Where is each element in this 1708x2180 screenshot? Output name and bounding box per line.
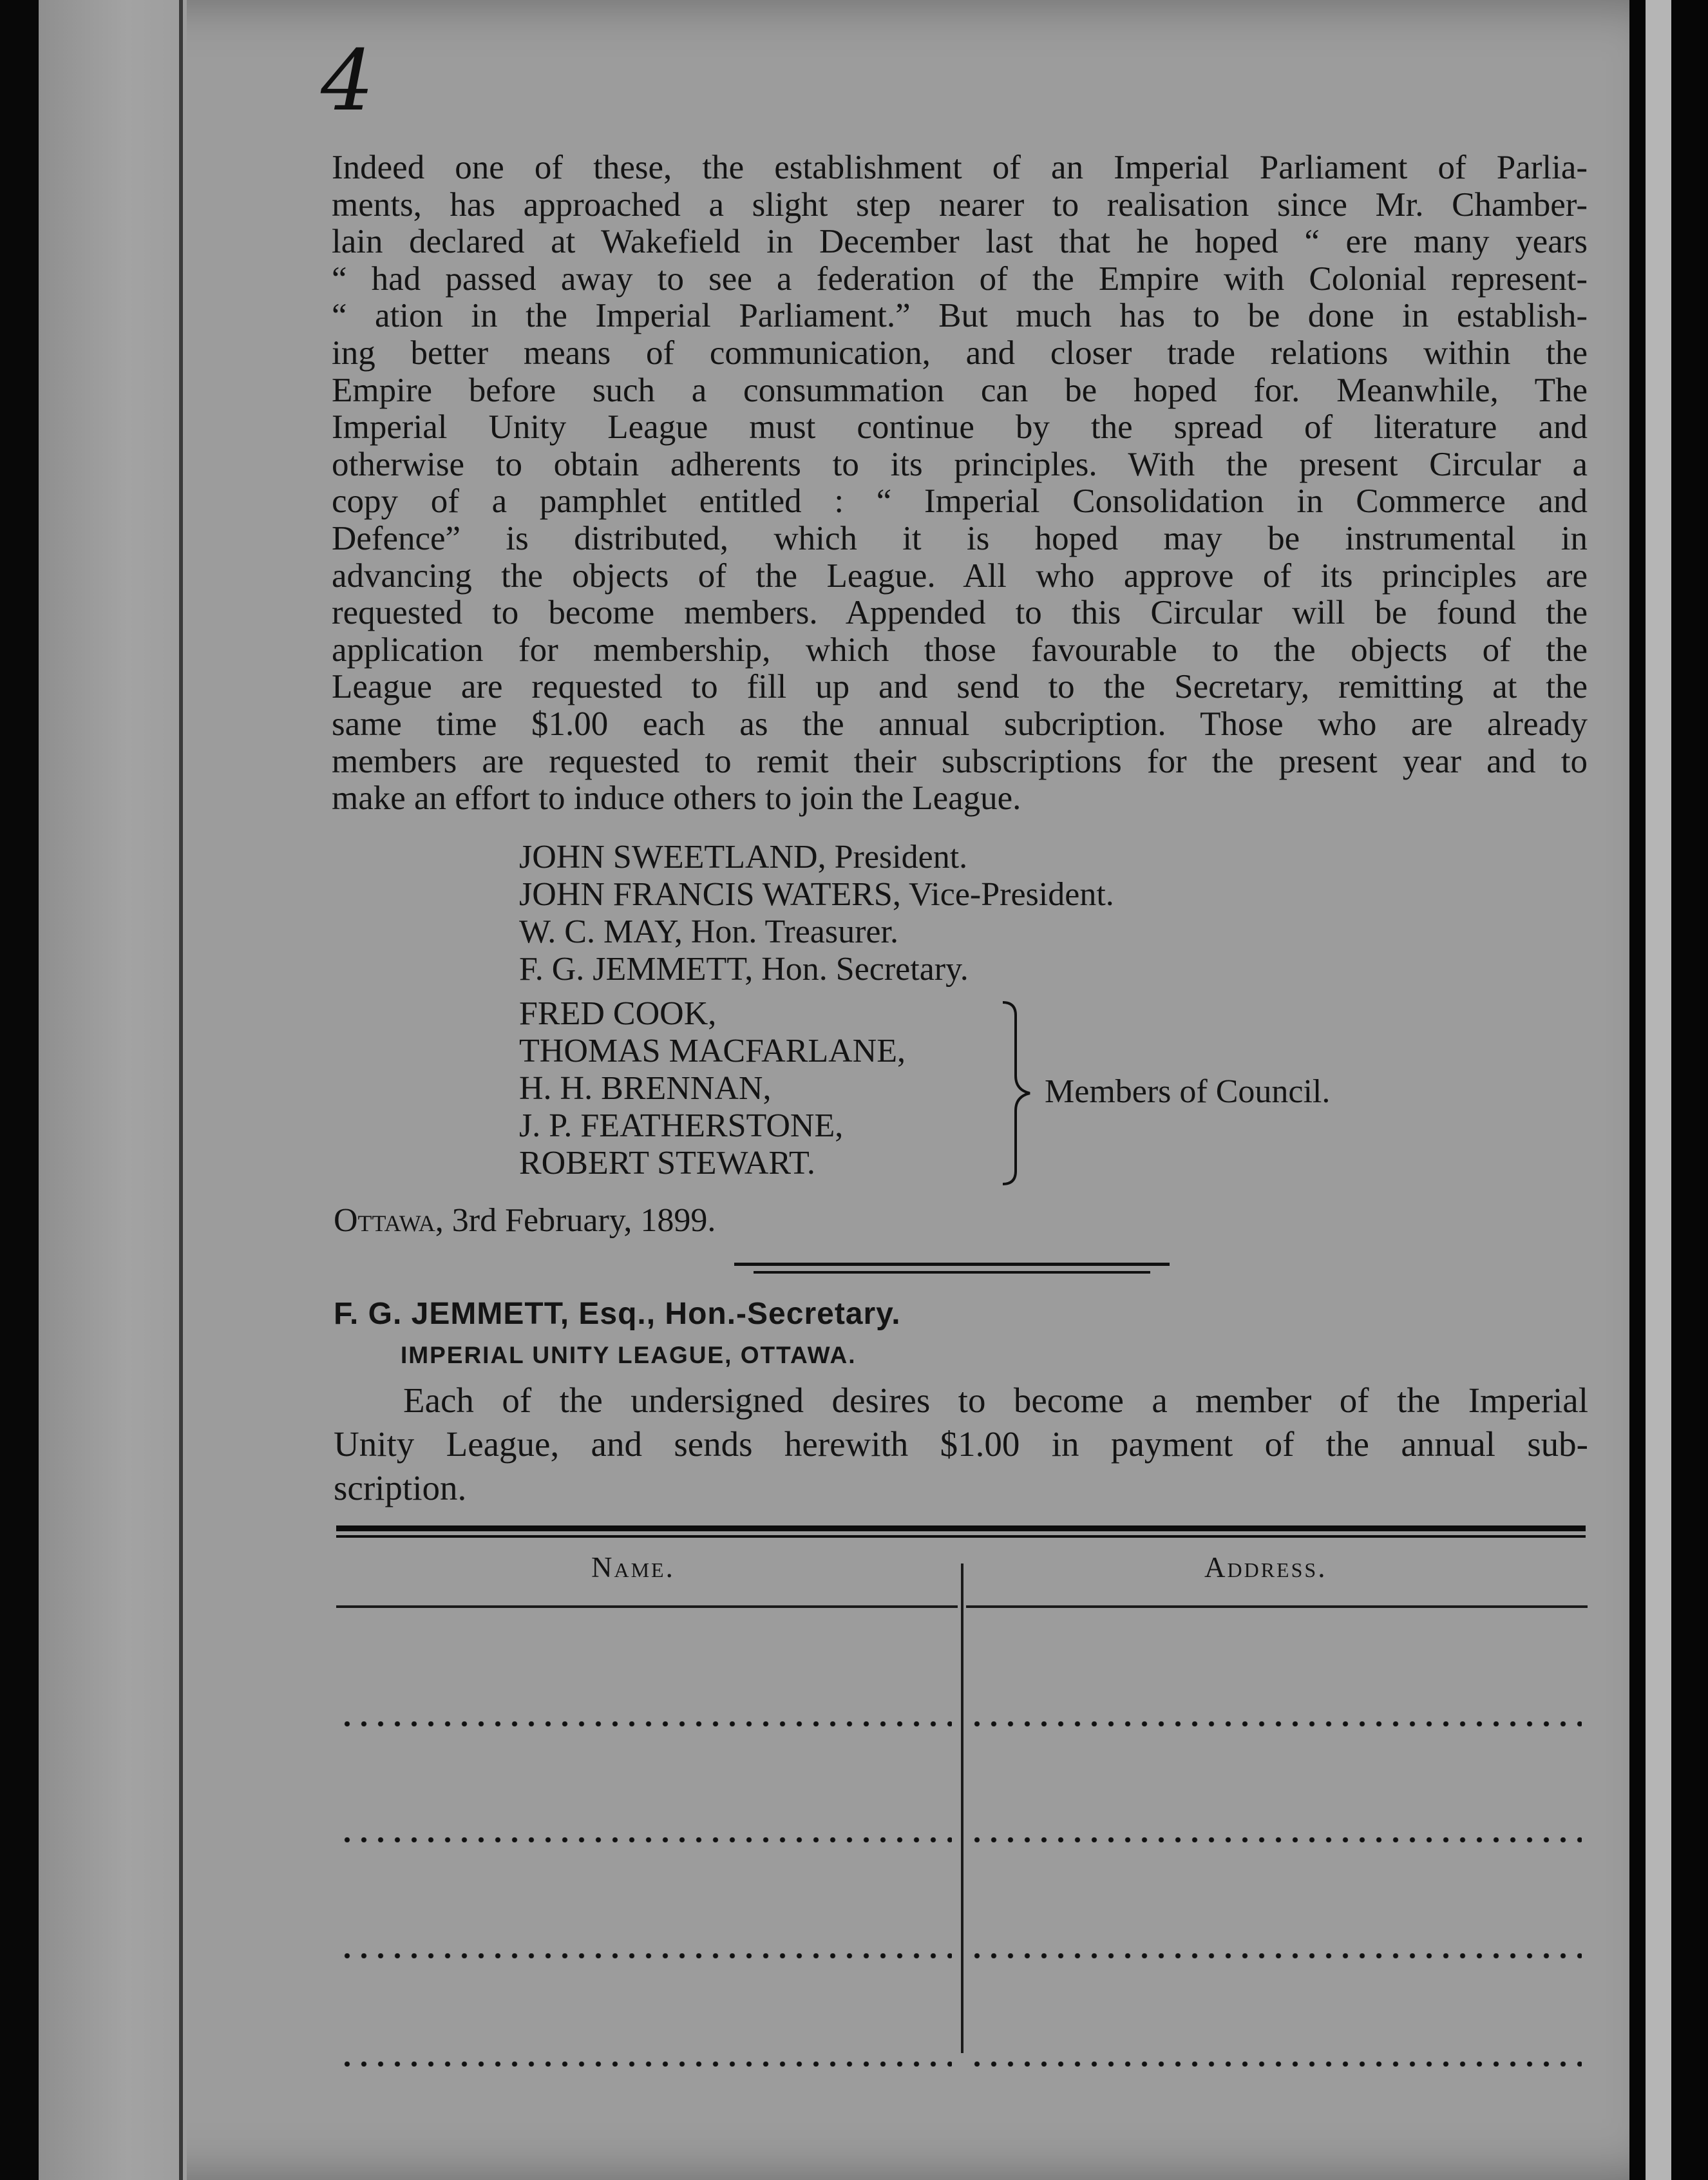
section-divider bbox=[734, 1263, 1170, 1277]
body-line: League are requested to fill up and send to the Secretary, remitting at the bbox=[332, 668, 1588, 706]
column-divider bbox=[961, 1563, 963, 2053]
form-addressee: F. G. JEMMETT, Esq., Hon.-Secretary. bbox=[334, 1297, 901, 1331]
page-left-margin bbox=[39, 0, 187, 2180]
name-entry-line[interactable] bbox=[339, 2061, 952, 2067]
date-text: , 3rd February, 1899. bbox=[435, 1202, 716, 1239]
officer-treasurer: W. C. MAY, Hon. Treasurer. bbox=[519, 913, 898, 950]
address-column-header: Address. bbox=[1204, 1551, 1327, 1583]
body-line: application for membership, which those favourable to the objects of the bbox=[332, 631, 1588, 669]
table-top-rule-thin bbox=[336, 1535, 1586, 1538]
council-member: H. H. BRENNAN, bbox=[519, 1070, 772, 1107]
body-line: members are requested to remit their subscriptions for the present year and to bbox=[332, 742, 1588, 780]
body-line: Defence” is distributed, which it is hoped may be instrumental in bbox=[332, 519, 1588, 557]
address-entry-line[interactable] bbox=[969, 1721, 1582, 1726]
membership-form-text bbox=[334, 1379, 1588, 1510]
name-column-header: Name. bbox=[591, 1551, 675, 1583]
council-member: FRED COOK, bbox=[519, 995, 717, 1032]
body-line: ments, has approached a slight step nearer to realisation since Mr. Chamber- bbox=[332, 186, 1588, 224]
address-entry-line[interactable] bbox=[969, 1837, 1582, 1842]
name-entry-line[interactable] bbox=[339, 1953, 952, 1958]
council-member: J. P. FEATHERSTONE, bbox=[519, 1107, 844, 1144]
officer-secretary: F. G. JEMMETT, Hon. Secretary. bbox=[519, 951, 969, 988]
page-edge-line bbox=[179, 0, 183, 2180]
curly-brace-icon bbox=[1001, 1000, 1040, 1187]
table-top-rule bbox=[336, 1525, 1586, 1531]
page-number: 4 bbox=[321, 32, 374, 129]
name-header-rule bbox=[336, 1605, 958, 1608]
circular-body-text bbox=[332, 149, 1588, 818]
body-line: copy of a pamphlet entitled : “ Imperial Consolidation in Commerce and bbox=[332, 483, 1588, 521]
form-line: Each of the undersigned desires to become a member of the Imperial bbox=[403, 1381, 1588, 1420]
date-line bbox=[334, 1201, 716, 1239]
council-member: THOMAS MACFARLANE, bbox=[519, 1033, 906, 1069]
scan-right-strip bbox=[1646, 0, 1671, 2180]
body-line: advancing the objects of the League. All who approve of its principles are bbox=[332, 557, 1588, 595]
date-place: Ottawa bbox=[334, 1202, 435, 1239]
address-header-rule bbox=[966, 1605, 1588, 1608]
body-line: “ ation in the Imperial Parliament.” But much has to be done in establish- bbox=[332, 297, 1588, 335]
name-entry-line[interactable] bbox=[339, 1837, 952, 1842]
form-league-address: IMPERIAL UNITY LEAGUE, OTTAWA. bbox=[401, 1342, 857, 1368]
council-member-list bbox=[519, 995, 906, 1182]
body-line: Indeed one of these, the establishment of an Imperial Parliament of Parlia- bbox=[332, 149, 1588, 186]
body-line: Empire before such a consummation can be hoped for. Meanwhile, The bbox=[332, 371, 1588, 409]
body-line: ing better means of communication, and closer trade relations within the bbox=[332, 334, 1588, 372]
body-line: requested to become members. Appended to this Circular will be found the bbox=[332, 594, 1588, 632]
address-entry-line[interactable] bbox=[969, 2061, 1582, 2067]
council-label: Members of Council. bbox=[1045, 1073, 1331, 1110]
body-line: same time $1.00 each as the annual subcription. Those who are already bbox=[332, 705, 1588, 743]
form-line: scription. bbox=[334, 1468, 467, 1507]
body-line: otherwise to obtain adherents to its principles. With the present Circular a bbox=[332, 445, 1588, 483]
address-entry-line[interactable] bbox=[969, 1953, 1582, 1958]
body-line: Imperial Unity League must continue by the spread of literature and bbox=[332, 408, 1588, 446]
officer-president: JOHN SWEETLAND, President. bbox=[519, 839, 968, 875]
officer-vice-president: JOHN FRANCIS WATERS, Vice-President. bbox=[519, 876, 1114, 913]
body-line: “ had passed away to see a federation of the Empire with Colonial represent- bbox=[332, 260, 1588, 298]
form-line: Unity League, and sends herewith $1.00 in payment of the annual sub- bbox=[334, 1424, 1588, 1464]
name-entry-line[interactable] bbox=[339, 1721, 952, 1726]
body-line: make an effort to induce others to join the League. bbox=[332, 779, 1021, 818]
council-member: ROBERT STEWART. bbox=[519, 1145, 815, 1181]
body-line: lain declared at Wakefield in December last that he hoped “ ere many years bbox=[332, 223, 1588, 261]
